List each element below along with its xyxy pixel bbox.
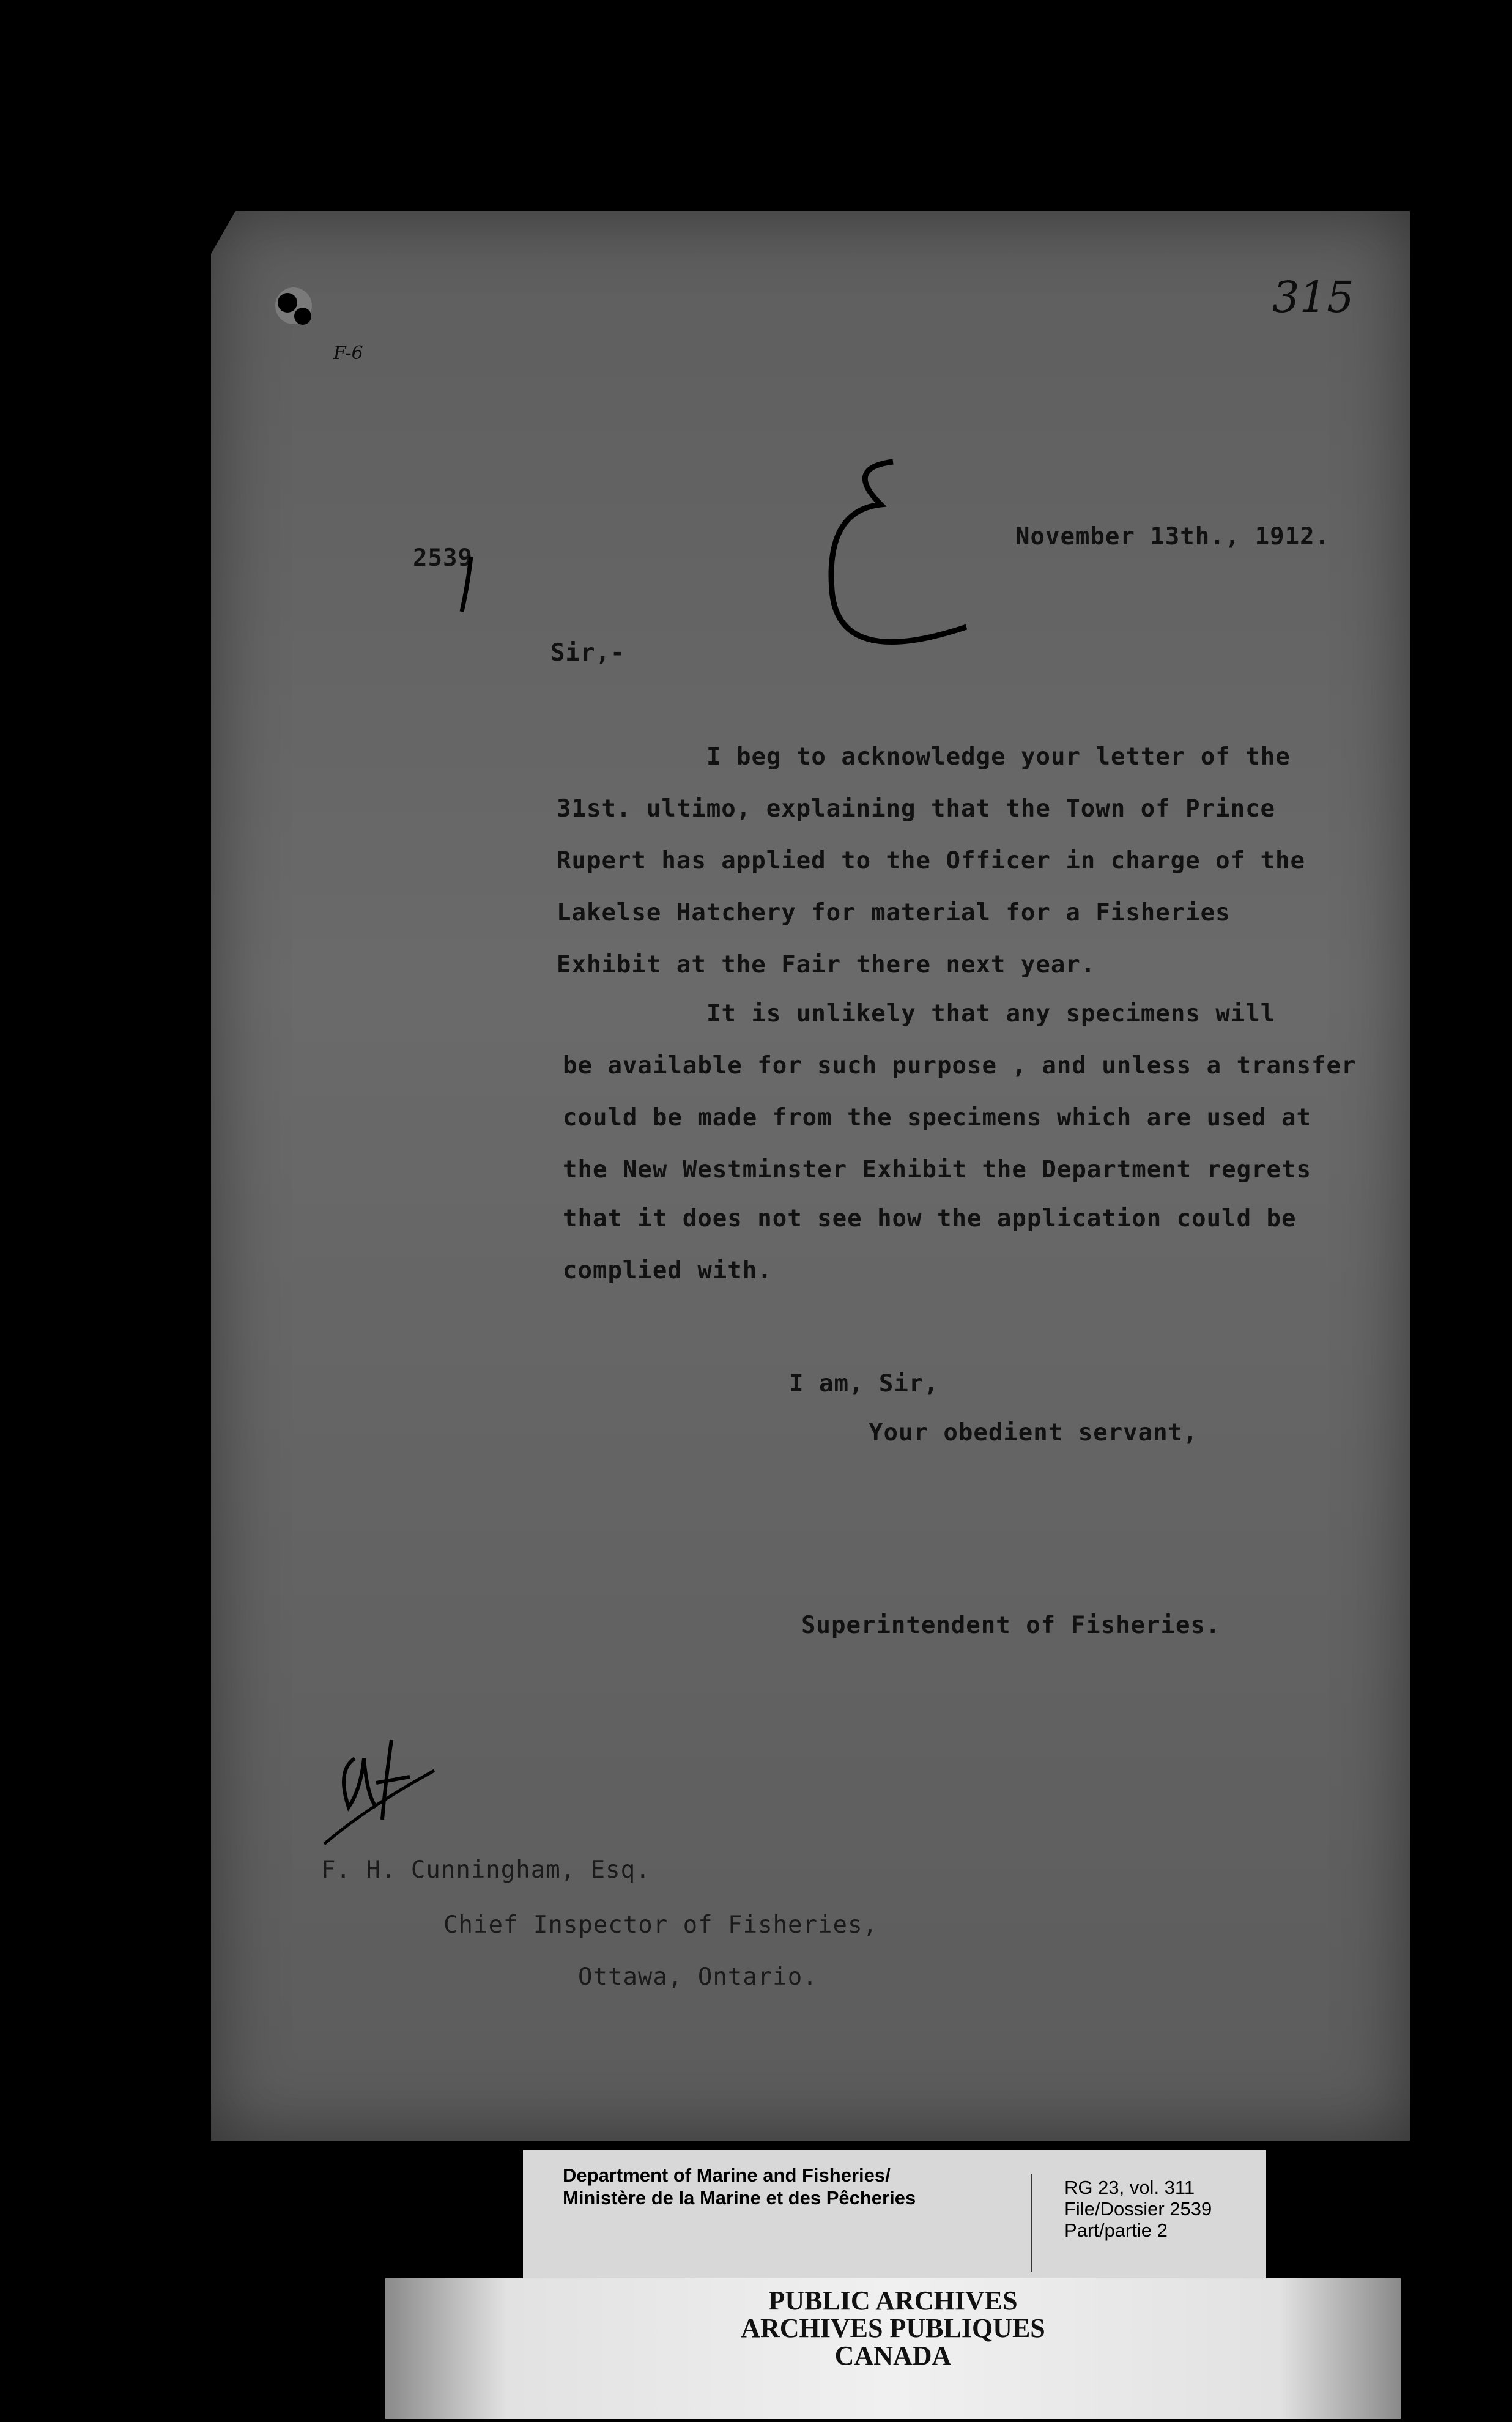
addressee-location: Ottawa, Ontario.: [578, 1963, 818, 1991]
body-line-9: the New Westminster Exhibit the Department regrets: [563, 1156, 1311, 1183]
marginal-note: F-6: [333, 343, 363, 364]
file-number: 2539: [413, 544, 473, 572]
closing-line-2: Your obedient servant,: [869, 1419, 1198, 1446]
signature-title: Superintendent of Fisheries.: [801, 1612, 1221, 1639]
department-french: Ministère de la Marine et des Pêcheries: [563, 2187, 916, 2209]
stamp-line-3: CANADA: [834, 2341, 952, 2371]
body-line-5: Exhibit at the Fair there next year.: [557, 951, 1096, 979]
torn-corner: [211, 211, 235, 254]
body-line-2: 31st. ultimo, explaining that the Town of Prince: [557, 795, 1276, 823]
label-divider: [1031, 2174, 1032, 2272]
addressee-title: Chief Inspector of Fisheries,: [443, 1911, 878, 1939]
public-archives-stamp: [385, 2278, 1401, 2419]
body-line-1: I beg to acknowledge your letter of the: [706, 743, 1291, 771]
body-line-4: Lakelse Hatchery for material for a Fisheries: [557, 899, 1231, 927]
staple-mark-icon: [266, 272, 333, 339]
reference-file: File/Dossier 2539: [1064, 2198, 1212, 2220]
closing-line-1: I am, Sir,: [789, 1370, 939, 1398]
handwritten-mark: [807, 443, 979, 700]
stamp-line-2: ARCHIVES PUBLIQUES: [741, 2313, 1045, 2343]
body-line-11: complied with.: [563, 1257, 773, 1284]
reference-part: Part/partie 2: [1064, 2220, 1168, 2241]
addressee-name: F. H. Cunningham, Esq.: [321, 1856, 651, 1884]
body-line-6: It is unlikely that any specimens will: [706, 1000, 1276, 1028]
stamp-line-1: PUBLIC ARCHIVES: [768, 2286, 1018, 2316]
handwritten-tick-mark: [456, 554, 480, 615]
department-english: Department of Marine and Fisheries/: [563, 2165, 891, 2186]
body-line-8: could be made from the specimens which are used at: [563, 1104, 1311, 1131]
letter-date: November 13th., 1912.: [1015, 523, 1330, 550]
reference-record-group: RG 23, vol. 311: [1064, 2177, 1195, 2198]
body-line-10: that it does not see how the application could be: [563, 1205, 1297, 1232]
page-number: 315: [1272, 272, 1354, 322]
body-line-7: be available for such purpose , and unless a transfer: [563, 1052, 1357, 1080]
salutation: Sir,-: [550, 639, 626, 667]
handwritten-initials: [318, 1734, 440, 1850]
body-line-3: Rupert has applied to the Officer in charge of the: [557, 847, 1305, 875]
document-page: [211, 211, 1410, 2141]
